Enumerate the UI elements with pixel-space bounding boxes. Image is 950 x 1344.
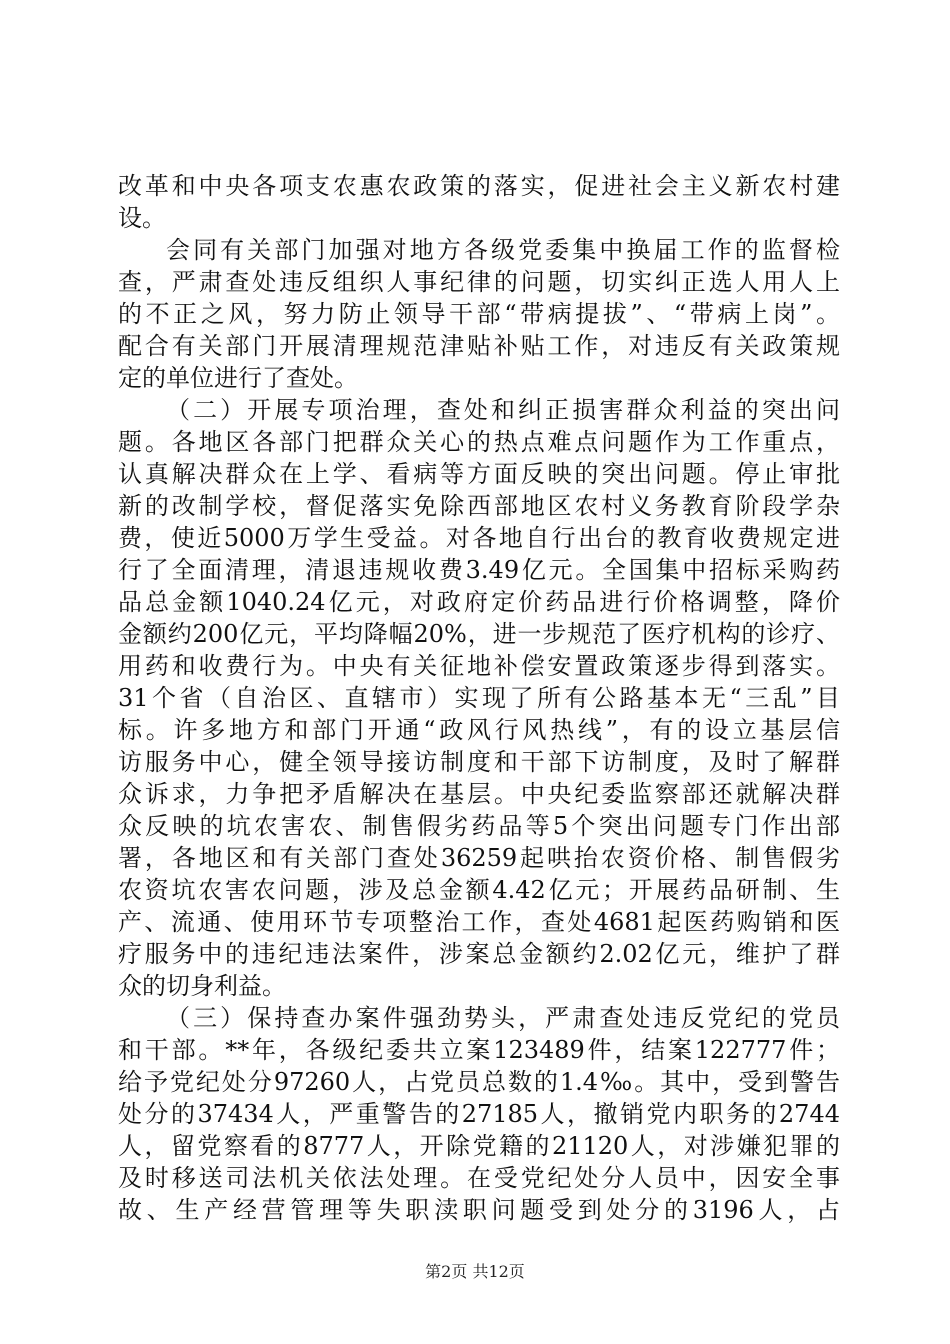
text-line: 产、流通、使用环节专项整治工作，查处4681起医药购销和医 [118,908,840,936]
text-line: 31个省（自治区、直辖市）实现了所有公路基本无“三乱”目 [118,684,840,712]
text-line: 题。各地区各部门把群众关心的热点难点问题作为工作重点， [118,428,840,456]
text-line: 访服务中心，健全领导接访制度和干部下访制度，及时了解群 [118,748,840,776]
text-line: 的不正之风，努力防止领导干部“带病提拔”、“带病上岗”。 [118,300,840,328]
text-line: 人，留党察看的8777人，开除党籍的21120人，对涉嫌犯罪的 [118,1132,840,1160]
text-line: 认真解决群众在上学、看病等方面反映的突出问题。停止审批 [118,460,840,488]
text-line: 标。许多地方和部门开通“政风行风热线”，有的设立基层信 [118,716,840,744]
text-line: 新的改制学校，督促落实免除西部地区农村义务教育阶段学杂 [118,492,840,520]
text-line: 配合有关部门开展清理规范津贴补贴工作，对违反有关政策规 [118,332,840,360]
body-text [118,170,840,1226]
text-line: 故、生产经营管理等失职渎职问题受到处分的3196人，占 [118,1196,840,1224]
text-line: 查，严肃查处违反组织人事纪律的问题，切实纠正选人用人上 [118,268,840,296]
text-line: 众反映的坑农害农、制售假劣药品等5个突出问题专门作出部 [118,812,840,840]
text-line: 品总金额1040.24亿元，对政府定价药品进行价格调整，降价 [118,588,840,616]
text-line: 及时移送司法机关依法处理。在受党纪处分人员中，因安全事 [118,1164,840,1192]
page-number-footer: 第2页 共12页 [425,1262,525,1281]
text-line: 给予党纪处分97260人，占党员总数的1.4‰。其中，受到警告 [118,1068,840,1096]
text-line: 费，使近5000万学生受益。对各地自行出台的教育收费规定进 [118,524,840,552]
text-line: 署，各地区和有关部门查处36259起哄抬农资价格、制售假劣 [118,844,840,872]
text-line: 众的切身利益。 [118,972,286,1000]
text-line: 和干部。**年，各级纪委共立案123489件，结案122777件； [118,1036,840,1064]
text-line: 行了全面清理，清退违规收费3.49亿元。全国集中招标采购药 [118,556,840,584]
text-line: 用药和收费行为。中央有关征地补偿安置政策逐步得到落实。 [118,652,840,680]
paragraph-start-line: 会同有关部门加强对地方各级党委集中换届工作的监督检 [166,236,840,264]
text-line: 设。 [118,204,166,232]
text-line: 农资坑农害农问题，涉及总金额4.42亿元；开展药品研制、生 [118,876,840,904]
paragraph-start-line: （三）保持查办案件强劲势头，严肃查处违反党纪的党员 [166,1004,840,1032]
text-line: 定的单位进行了查处。 [118,364,358,392]
text-line: 众诉求，力争把矛盾解决在基层。中央纪委监察部还就解决群 [118,780,840,808]
text-line: 金额约200亿元，平均降幅20%，进一步规范了医疗机构的诊疗、 [118,620,840,648]
text-line: 处分的37434人，严重警告的27185人，撤销党内职务的2744 [118,1100,840,1128]
text-line: 改革和中央各项支农惠农政策的落实，促进社会主义新农村建 [118,172,840,200]
paragraph-start-line: （二）开展专项治理，查处和纠正损害群众利益的突出问 [166,396,840,424]
text-line: 疗服务中的违纪违法案件，涉案总金额约2.02亿元，维护了群 [118,940,840,968]
